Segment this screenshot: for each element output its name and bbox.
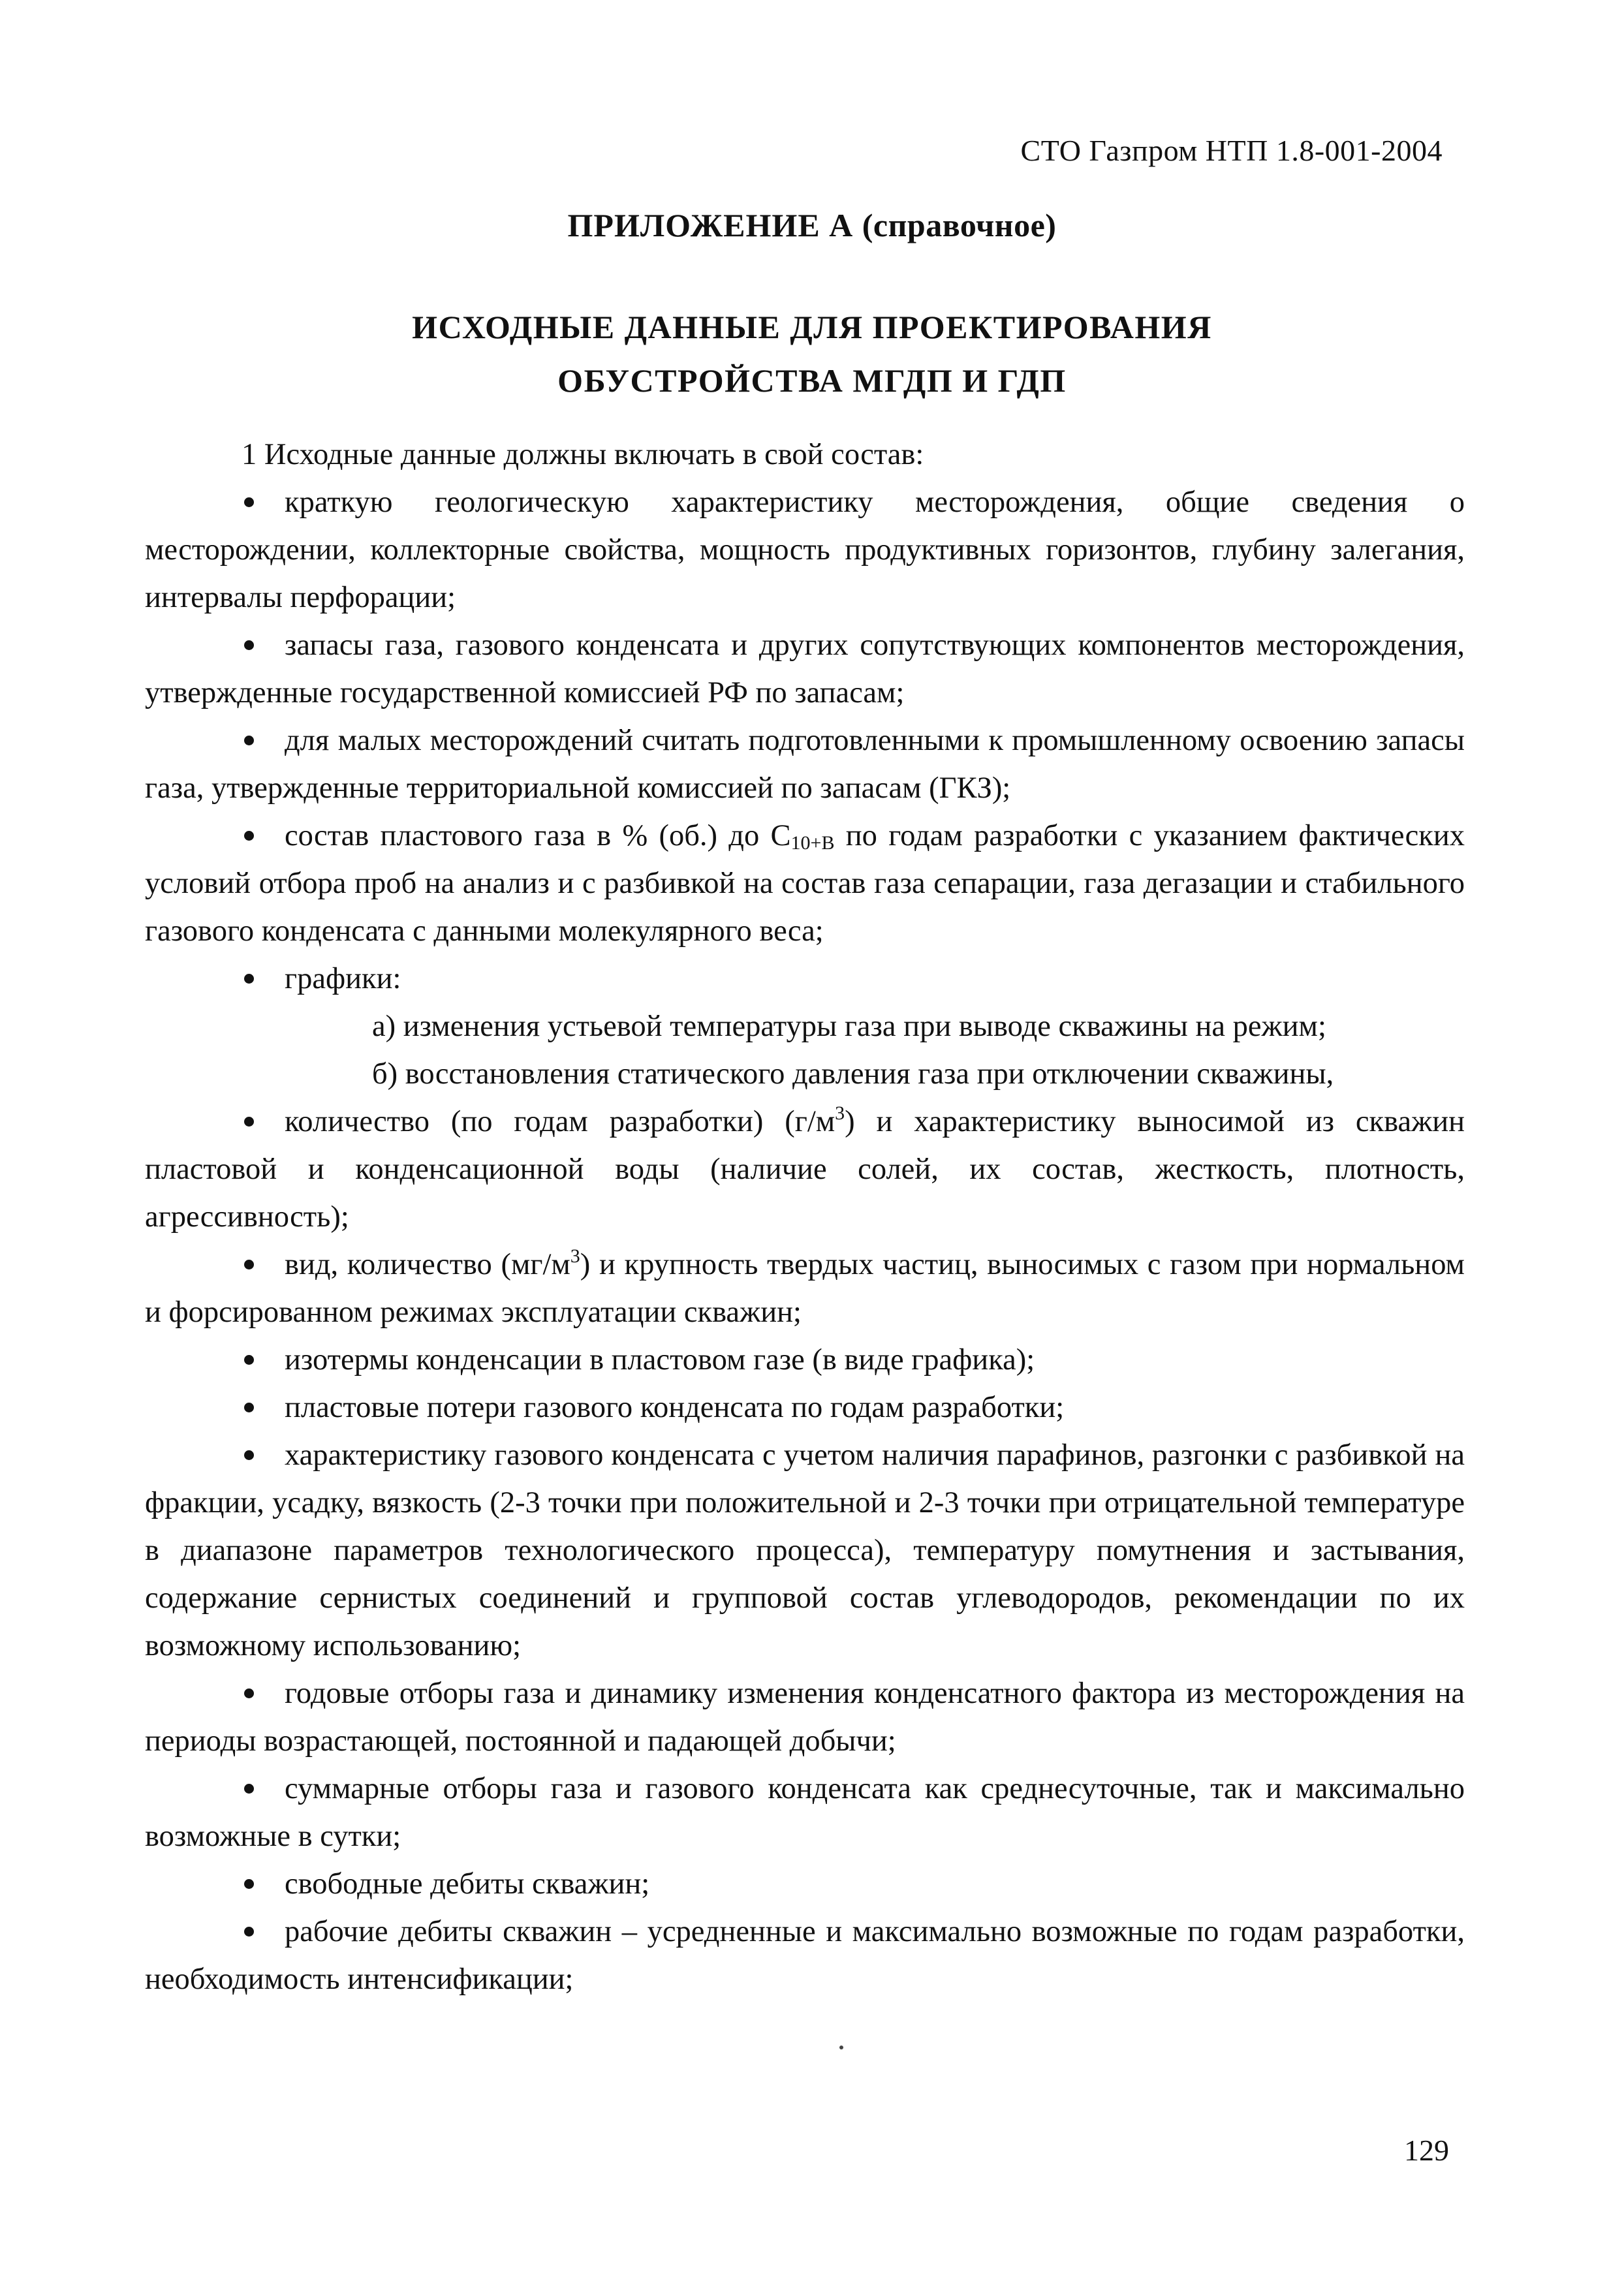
- list-item-isotherms: [145, 1336, 1465, 1384]
- bullet-icon: [244, 1098, 285, 1145]
- superscript-text: 3: [570, 1245, 580, 1267]
- list-item-text: рабочие дебиты скважин – усредненные и максимально возможные по годам разработки, необходимость интенсификации;: [145, 1915, 1465, 1996]
- list-item-total-withdrawal: [145, 1765, 1465, 1860]
- list-item-reserves: [145, 621, 1465, 717]
- list-item-water: [145, 1098, 1465, 1241]
- list-item-free-rates: [145, 1860, 1465, 1908]
- list-item-solids: [145, 1241, 1465, 1336]
- scan-speck: [839, 2046, 843, 2049]
- bullet-icon: [244, 1860, 285, 1908]
- bullet-icon: [244, 1241, 285, 1288]
- subscript-text: 10+В: [790, 832, 835, 854]
- list-item-text: годовые отборы газа и динамику изменения конденсатного фактора из месторождения на периоды возрастающей, постоянной и падающей добычи;: [145, 1677, 1465, 1758]
- bullet-icon: [244, 812, 285, 860]
- list-item-text: запасы газа, газового конденсата и других сопутствующих компонентов месторождения, утвержденные государственной комиссией РФ по запасам;: [145, 629, 1465, 709]
- bullet-icon: [244, 1431, 285, 1479]
- list-item-geology: [145, 478, 1465, 621]
- bullet-icon: [244, 717, 285, 764]
- list-item-text: пластовые потери газового конденсата по годам разработки;: [285, 1391, 1065, 1424]
- list-item-text: ) и характеристику выносимой из скважин пластовой и конденсационной воды (наличие солей, их состав, жесткость, плотность, агрессивность);: [145, 1105, 1465, 1234]
- bullet-icon: [244, 1670, 285, 1717]
- list-item-text: состав пластового газа в % (об.) до C: [285, 819, 791, 852]
- document-body: [145, 431, 1465, 2003]
- list-item-text: суммарные отборы газа и газового конденсата как среднесуточные, так и максимально возможные в сутки;: [145, 1772, 1465, 1853]
- superscript-text: 3: [835, 1102, 845, 1124]
- list-item-annual-withdrawal: [145, 1670, 1465, 1765]
- list-item-text: количество (по годам разработки) (г/м: [285, 1105, 835, 1138]
- bullet-icon: [244, 621, 285, 669]
- list-item-text: вид, количество (мг/м: [285, 1248, 570, 1281]
- list-item-text: графики:: [285, 962, 401, 995]
- list-item-graphs: [145, 955, 1465, 1003]
- list-item-text: краткую геологическую характеристику месторождения, общие сведения о месторождении, коллекторные свойства, мощность продуктивных горизонтов, глубину залегания, интервалы перфорации;: [145, 486, 1465, 614]
- appendix-label: ПРИЛОЖЕНИЕ А: [567, 207, 854, 243]
- appendix-note: (справочное): [862, 207, 1057, 243]
- list-item-gas-composition: [145, 812, 1465, 955]
- bullet-icon: [244, 1336, 285, 1384]
- list-item-small-fields: [145, 717, 1465, 812]
- list-item-text: характеристику газового конденсата с учетом наличия парафинов, разгонки с разбивкой на фракции, усадку, вязкость (2-3 точки при положительной и 2-3 точки при отрицательной температуре в диапазоне параметров технологического процесса), температуру помутнения и застывания, содержание сернистых соединений и групповой состав углеводородов, рекомендации по их возможному использованию;: [145, 1439, 1465, 1662]
- list-item-text: по годам разработки с указанием фактических условий отбора проб на анализ и с разбивкой на состав газа сепарации, газа дегазации и стабильного газового конденсата с данными молекулярного веса;: [145, 819, 1465, 948]
- section-title-line-1: ИСХОДНЫЕ ДАННЫЕ ДЛЯ ПРОЕКТИРОВАНИЯ: [412, 309, 1212, 345]
- intro-paragraph: 1 Исходные данные должны включать в свой состав:: [242, 438, 924, 471]
- bullet-icon: [244, 478, 285, 526]
- document-code: СТО Газпром НТП 1.8-001-2004: [1020, 134, 1443, 167]
- appendix-heading: [0, 206, 1624, 244]
- list-item-losses: [145, 1384, 1465, 1431]
- bullet-icon: [244, 1765, 285, 1813]
- bullet-icon: [244, 1908, 285, 1955]
- list-item-text: свободные дебиты скважин;: [285, 1867, 650, 1901]
- sub-item-b: б) восстановления статического давления газа при отключении скважины,: [372, 1057, 1334, 1091]
- page-number: 129: [1404, 2134, 1449, 2167]
- list-item-condensate: [145, 1431, 1465, 1670]
- bullet-icon: [244, 1384, 285, 1431]
- bullet-icon: [244, 955, 285, 1003]
- section-title: [0, 300, 1624, 407]
- list-item-text: изотермы конденсации в пластовом газе (в виде графика);: [285, 1343, 1035, 1377]
- list-item-text: ) и крупность твердых частиц, выносимых с газом при нормальном и форсированном режимах эксплуатации скважин;: [145, 1248, 1465, 1329]
- sub-item-a: а) изменения устьевой температуры газа при выводе скважины на режим;: [372, 1010, 1326, 1043]
- list-item-working-rates: [145, 1908, 1465, 2003]
- section-title-line-2: ОБУСТРОЙСТВА МГДП И ГДП: [557, 362, 1067, 399]
- list-item-text: для малых месторождений считать подготовленными к промышленному освоению запасы газа, утвержденные территориальной комиссией по запасам (ГКЗ);: [145, 724, 1465, 805]
